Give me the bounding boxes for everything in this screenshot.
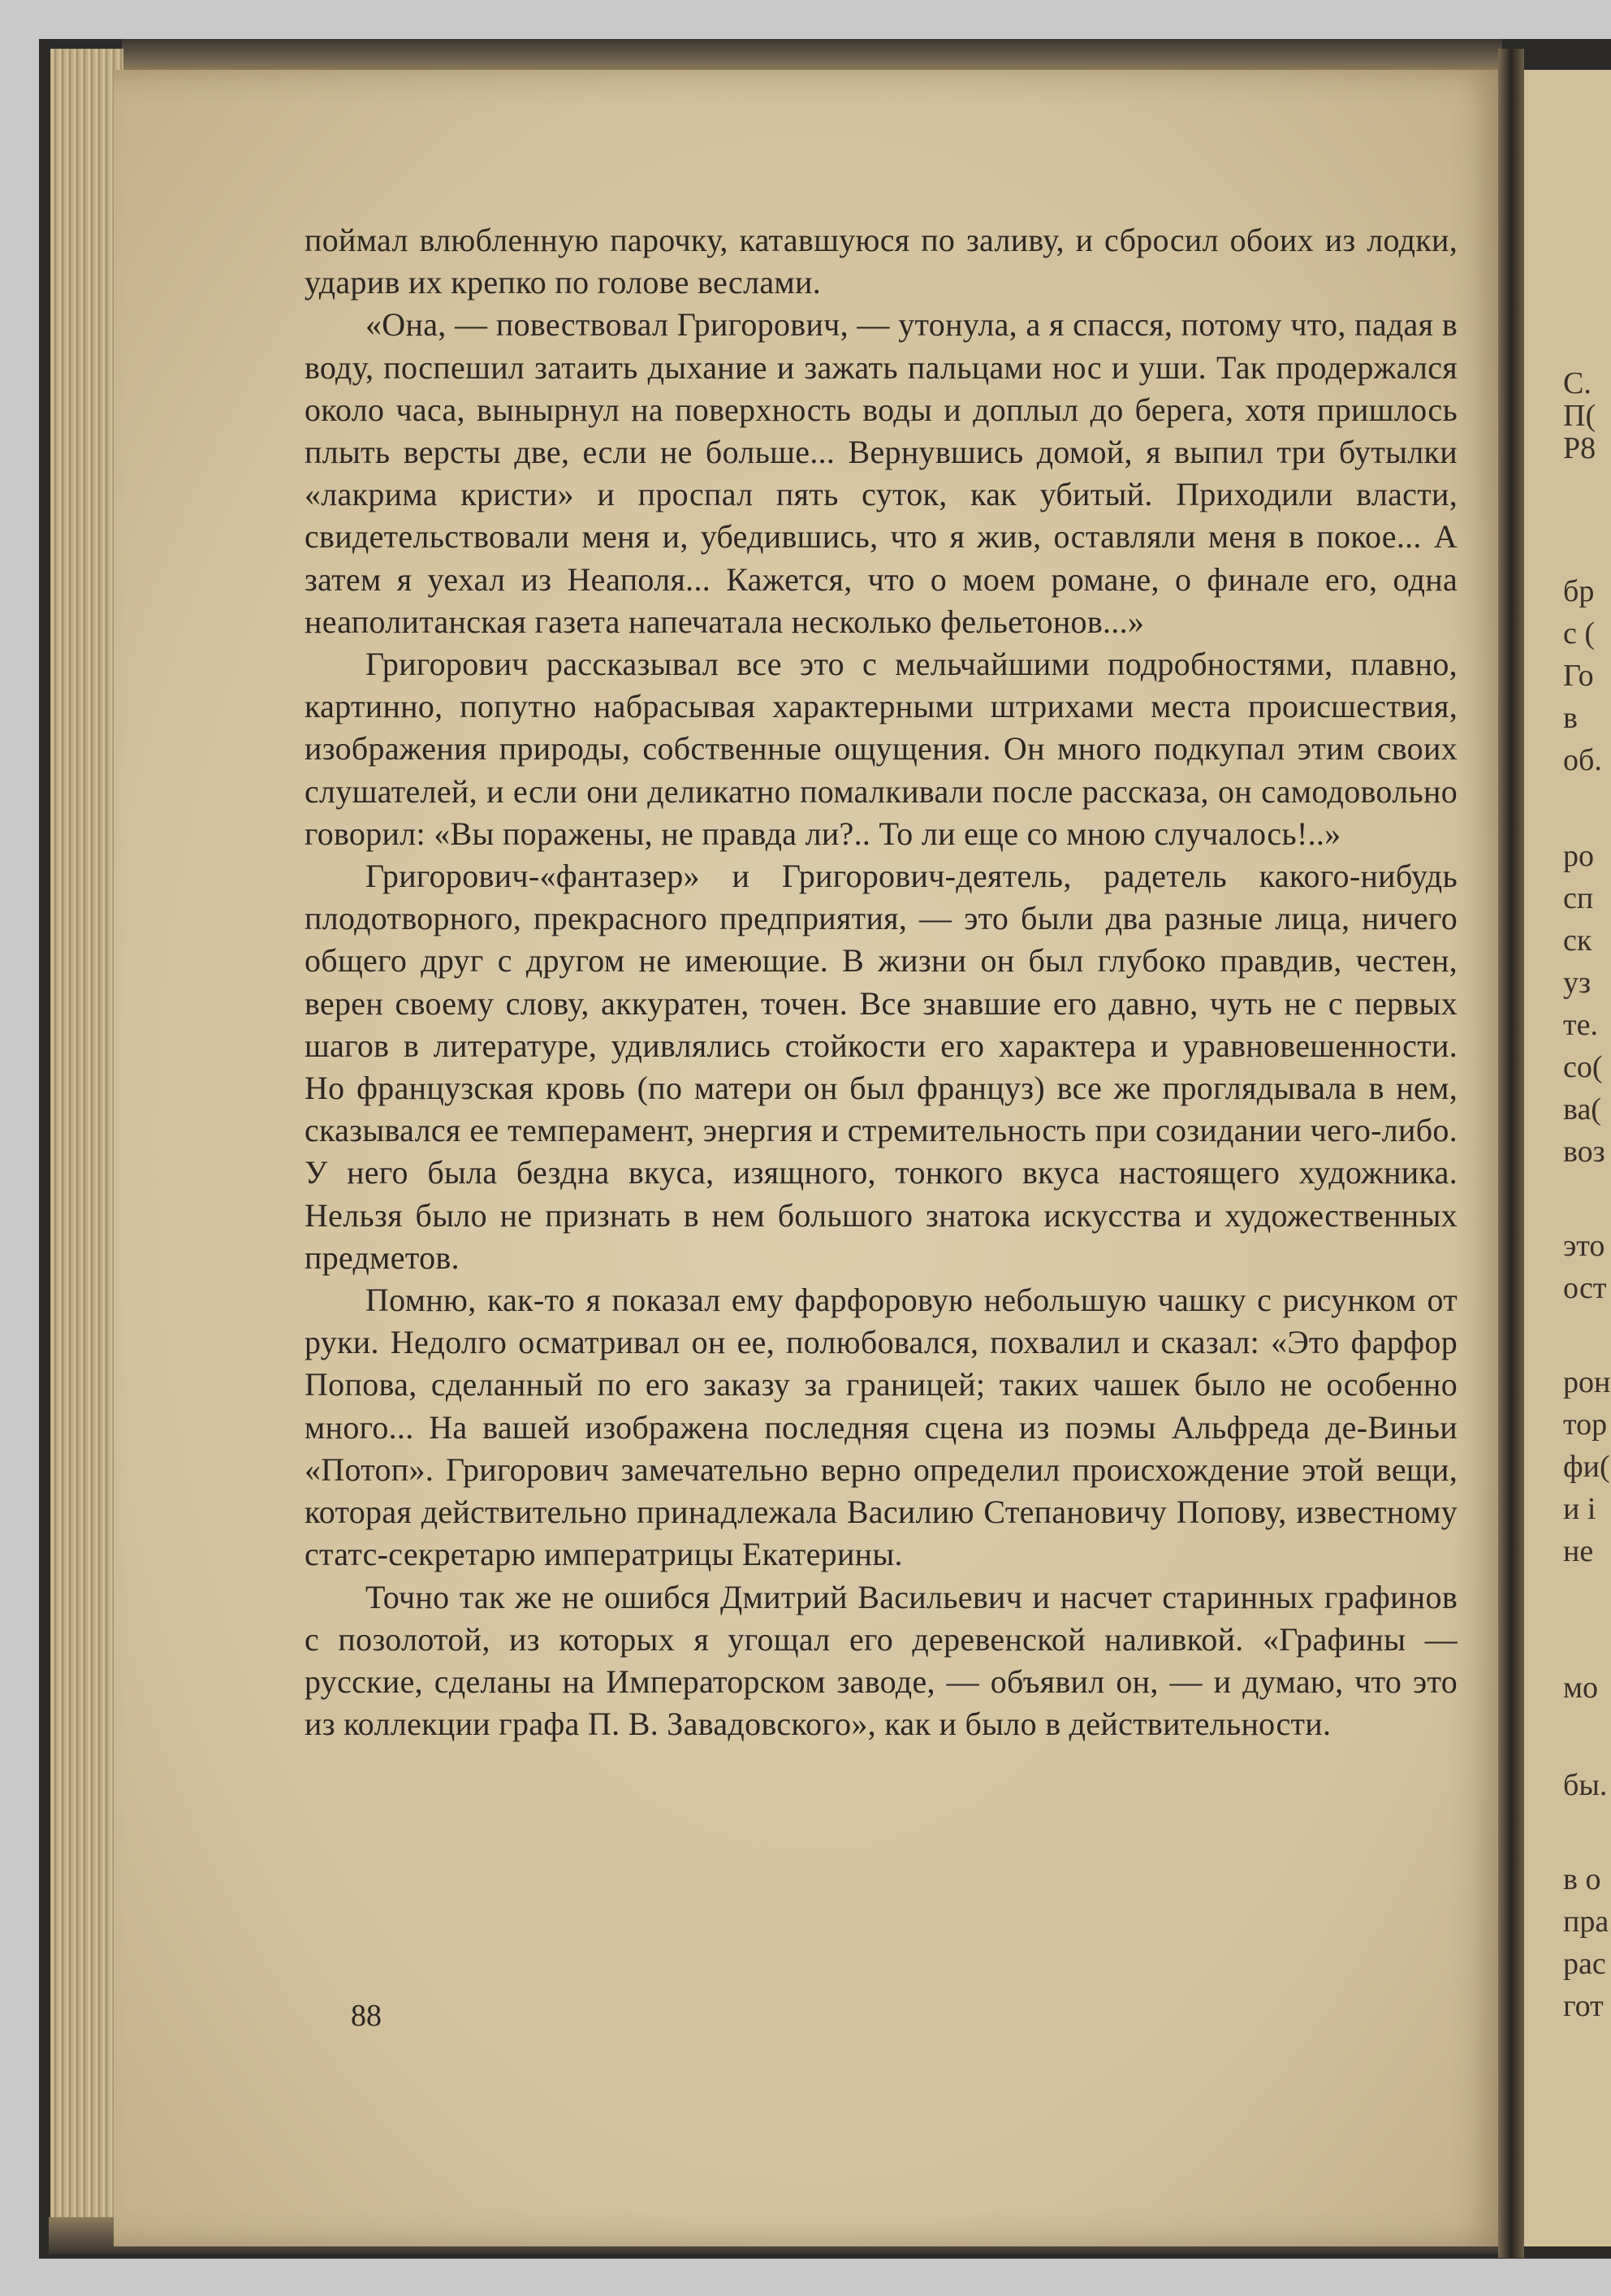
right-fragment: со( (1563, 1050, 1603, 1084)
right-page-fragments (1524, 70, 1611, 2246)
right-fragment: тор (1563, 1407, 1608, 1442)
right-fragment: бы. (1563, 1768, 1608, 1802)
left-page-text (304, 219, 1458, 1745)
book-gutter (1498, 49, 1524, 2258)
right-fragment: мо (1563, 1671, 1599, 1705)
paragraph-6: Точно так же не ошибся Дмитрий Васильевич и насчет старинных графинов с позолотой, из которых я угощал его деревенской наливкой. «Графины — русские, сделаны на Императорском заводе, — объявил он, — и думаю, что это из коллекции графа П. В. Завадовского», как и было в действительности. (304, 1578, 1458, 1743)
right-fragment: Го (1563, 659, 1594, 693)
right-fragment: Р8 (1563, 431, 1596, 465)
right-fragment: рон (1563, 1365, 1611, 1399)
right-fragment: это (1563, 1229, 1605, 1263)
right-fragment: П( (1563, 399, 1596, 433)
right-fragment: не (1563, 1534, 1594, 1568)
right-fragment: воз (1563, 1135, 1605, 1169)
right-fragment: сп (1563, 881, 1594, 915)
right-fragment: и і (1563, 1492, 1596, 1526)
paragraph-4: Григорович-«фантазер» и Григорович-деятель, радетель какого-нибудь плодотворного, прекрасного предприятия, — это были два разные лица, ничего общего друг с другом не имеющие. В жизни он был глубоко правдив, честен, верен своему слову, аккуратен, точен. Все знавшие его давно, чуть не с первых шагов в литературе, удивлялись стойкости его характера и уравновешенности. Но французская кровь (по матери он был француз) все же проглядывала в нем, сказывался ее темперамент, энергия и стремительность при созидании чего-либо. У него была бездна вкуса, изящного, тонкого вкуса настоящего художника. Нельзя было не признать в нем большого знатока искусства и художественных предметов. (304, 858, 1458, 1276)
paragraph-1: поймал влюбленную парочку, катавшуюся по заливу, и сбросил обоих из лодки, ударив их крепко по голове веслами. (304, 222, 1458, 301)
right-fragment: бр (1563, 574, 1595, 608)
right-fragment: С. (1563, 366, 1592, 400)
right-fragment: ро (1563, 839, 1594, 873)
right-fragment: ва( (1563, 1092, 1601, 1126)
paragraph-3: Григорович рассказывал все это с мельчайшими подробностями, плавно, картинно, попутно набрасывая характерными штрихами места происшествия, изображения природы, собственные ощущения. Он много подкупал этим своих слушателей, и если они деликатно помалкивали после рассказа, он самодовольно говорил: «Вы поражены, не правда ли?.. То ли еще со мною случалось!..» (304, 646, 1458, 852)
right-fragment: уз (1563, 966, 1592, 1000)
page-stack-edges (50, 49, 123, 2242)
right-fragment: гот (1563, 1989, 1604, 2023)
right-fragment: с ( (1563, 616, 1596, 651)
right-fragment: в (1563, 701, 1578, 735)
book-top-edge (122, 39, 1502, 71)
right-fragment: ск (1563, 923, 1592, 958)
right-fragment: ост (1563, 1271, 1607, 1305)
right-fragment: об. (1563, 743, 1602, 777)
page-number: 88 (351, 1999, 382, 2033)
right-fragment: фи( (1563, 1450, 1610, 1484)
paragraph-5: Помню, как-то я показал ему фарфоровую небольшую чашку с рисунком от руки. Недолго осматривал он ее, полюбовался, похвалил и сказал: «Это фарфор Попова, сделанный по его заказу за границей; таких чашек было не особенно много... На вашей изображена последняя сцена из поэмы Альфреда де-Виньи «Потоп». Григорович замечательно верно определил происхождение этой вещи, которая действительно принадлежала Василию Степановичу Попову, известному статс-секретарю императрицы Екатерины. (304, 1282, 1458, 1573)
right-fragment: пра (1563, 1905, 1609, 1939)
right-fragment: в о (1563, 1862, 1601, 1896)
right-page-cropped (1524, 70, 1611, 2246)
paragraph-2: «Она, — повествовал Григорович, — утонула, а я спасся, потому что, падая в воду, поспешил затаить дыхание и зажать пальцами нос и уши. Так продержался около часа, вынырнул на поверхность воды и доплыл до берега, хотя пришлось плыть версты две, если не больше... Вернувшись домой, я выпил три бутылки «лакрима кристи» и проспал пять суток, как убитый. Приходили власти, свидетельствовали меня и, убедившись, что я жив, оставляли меня в покое... А затем я уехал из Неаполя... Кажется, что о моем романе, о финале его, одна неаполитанская газета напечатала несколько фельетонов...» (304, 306, 1458, 640)
right-fragment: те. (1563, 1008, 1598, 1042)
right-fragment: рас (1563, 1947, 1606, 1981)
